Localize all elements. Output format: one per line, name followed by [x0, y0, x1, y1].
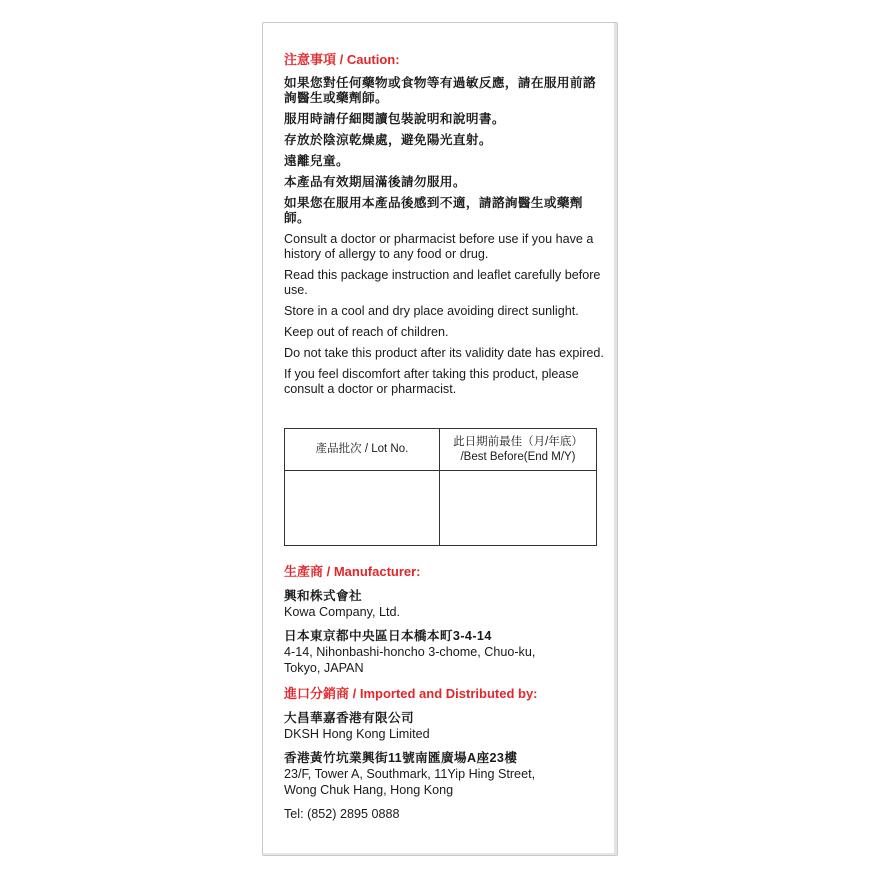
lot-number-header: 產品批次 / Lot No.	[285, 429, 440, 471]
best-before-header-en: /Best Before(End M/Y)	[460, 450, 576, 463]
distributor-heading: 進口分銷商 / Imported and Distributed by:	[284, 686, 538, 701]
caution-heading: 注意事項 / Caution:	[284, 52, 400, 67]
caution-item: Store in a cool and dry place avoiding direct sunlight.	[284, 304, 579, 318]
distributor-address-en-2: Wong Chuk Hang, Hong Kong	[284, 783, 454, 797]
manufacturer-heading: 生產商 / Manufacturer:	[284, 564, 421, 579]
best-before-header	[440, 429, 596, 471]
distributor-address-en-1: 23/F, Tower A, Southmark, 11Yip Hing Street,	[284, 767, 536, 781]
caution-item: 存放於陰涼乾燥處，避免陽光直射。	[284, 133, 492, 147]
caution-list	[284, 76, 604, 397]
lot-number-cell	[285, 471, 440, 545]
lot-best-before-table	[284, 428, 597, 546]
caution-item: Do not take this product after its validity date has expired.	[284, 346, 604, 360]
manufacturer-address-en-1: 4-14, Nihonbashi-honcho 3-chome, Chuo-ku,	[284, 645, 536, 659]
caution-item: Keep out of reach of children.	[284, 325, 449, 339]
manufacturer-section	[284, 564, 604, 676]
distributor-name-zh: 大昌華嘉香港有限公司	[284, 711, 414, 725]
caution-item: 遠離兒童。	[284, 154, 349, 168]
caution-item: 服用時請仔細閱讀包裝說明和說明書。	[284, 112, 505, 126]
distributor-section	[284, 686, 604, 822]
distributor-address-zh: 香港黃竹坑業興街11號南匯廣場A座23樓	[284, 751, 518, 765]
manufacturer-address-en-2: Tokyo, JAPAN	[284, 661, 364, 675]
caution-item: 本產品有效期屆滿後請勿服用。	[284, 175, 466, 189]
caution-item: Consult a doctor or pharmacist before use if you have a history of allergy to any food or drug.	[284, 232, 594, 261]
best-before-header-zh: 此日期前最佳（月/年底）	[453, 435, 583, 448]
manufacturer-name-zh: 興和株式會社	[284, 589, 362, 603]
caution-item: 如果您在服用本產品後感到不適，請諮詢醫生或藥劑師。	[284, 196, 583, 225]
caution-item: If you feel discomfort after taking this product, please consult a doctor or pharmacist.	[284, 367, 579, 396]
caution-section	[284, 52, 604, 403]
best-before-cell	[440, 471, 596, 545]
manufacturer-name-en: Kowa Company, Ltd.	[284, 605, 400, 619]
manufacturer-address-zh: 日本東京都中央區日本橋本町3-4-14	[284, 629, 492, 643]
distributor-tel: Tel: (852) 2895 0888	[284, 807, 400, 821]
caution-item: Read this package instruction and leaflet carefully before use.	[284, 268, 601, 297]
caution-item: 如果您對任何藥物或食物等有過敏反應，請在服用前諮詢醫生或藥劑師。	[284, 76, 596, 105]
distributor-name-en: DKSH Hong Kong Limited	[284, 727, 430, 741]
